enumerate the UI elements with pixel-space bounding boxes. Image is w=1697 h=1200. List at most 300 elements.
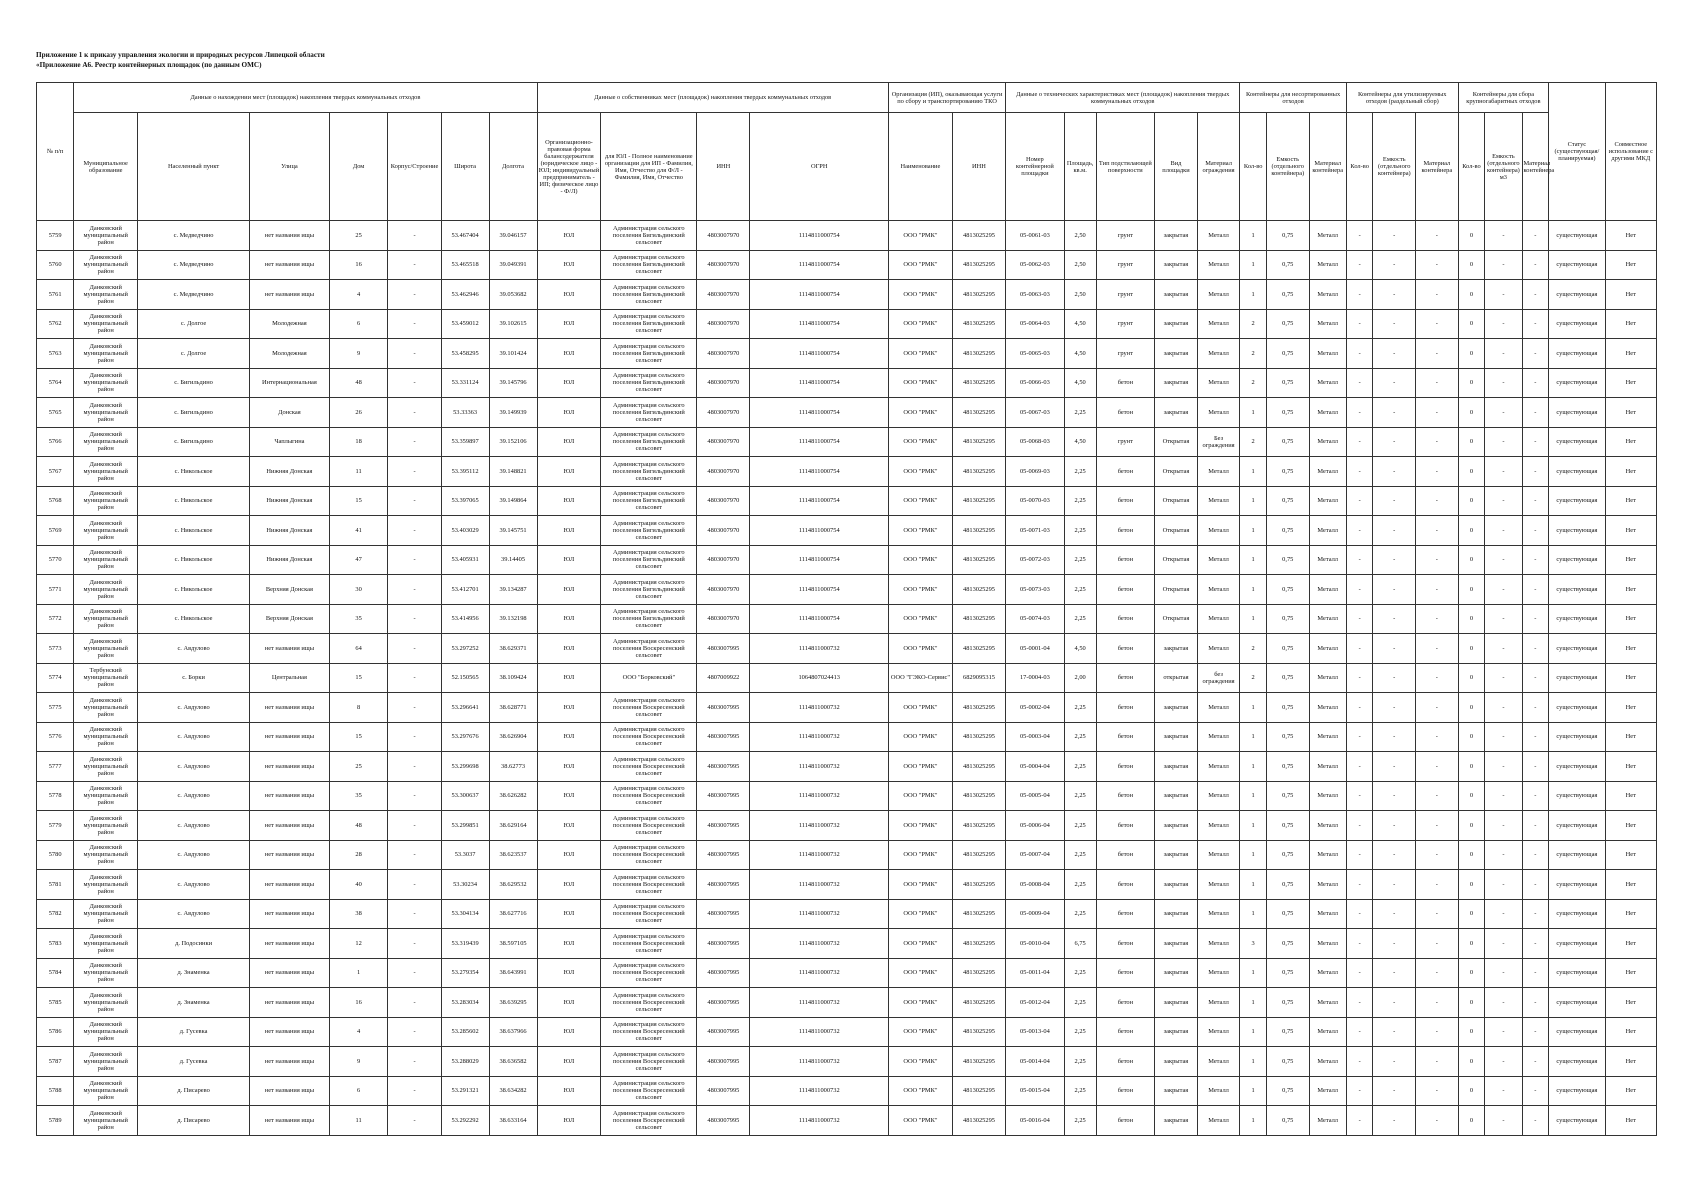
table-cell: Нет [1605,870,1656,900]
table-cell: с. Долгое [138,339,250,369]
table-cell: 39.145796 [489,368,537,398]
table-cell: Администрация сельского поселения Воскресенский сельсовет [601,840,697,870]
table-cell: - [1485,1017,1522,1047]
table-cell: Данковский муниципальный район [74,988,138,1018]
table-cell: 05-0071-03 [1006,516,1065,546]
table-cell: - [1522,280,1549,310]
table-cell: закрытая [1155,988,1198,1018]
table-cell: - [1522,309,1549,339]
table-cell: - [1373,781,1416,811]
table-cell: 5780 [37,840,74,870]
table-cell: 05-0016-04 [1006,1106,1065,1136]
table-cell: Администрация сельского поселения Воскресенский сельсовет [601,958,697,988]
table-cell: 38.634282 [489,1076,537,1106]
table-cell: с. Бигильдино [138,398,250,428]
table-cell: - [1522,486,1549,516]
table-cell: - [1373,575,1416,605]
table-cell: - [388,280,441,310]
table-cell: ООО "Борковский" [601,663,697,693]
table-cell: Нижняя Донская [249,486,329,516]
table-cell: 0,75 [1266,1017,1309,1047]
table-cell: Данковский муниципальный район [74,1047,138,1077]
table-cell: Нет [1605,427,1656,457]
table-cell: 4803007970 [697,516,750,546]
table-row [37,693,1657,723]
table-cell: ООО "РМК" [888,516,952,546]
table-cell: 1114811000754 [750,250,888,280]
table-cell: Нет [1605,1076,1656,1106]
table-cell: закрытая [1155,840,1198,870]
table-cell: 4803007995 [697,988,750,1018]
col-lat: Широта [441,113,489,221]
table-cell: 53.412701 [441,575,489,605]
table-cell: - [1373,604,1416,634]
table-cell: 0,75 [1266,840,1309,870]
table-cell: Нет [1605,486,1656,516]
table-cell: 38.62773 [489,752,537,782]
table-cell: 4803007970 [697,250,750,280]
table-cell: 2,25 [1064,545,1096,575]
table-cell: бетон [1096,1047,1155,1077]
table-cell: 4813025295 [952,1017,1005,1047]
table-cell: - [1522,516,1549,546]
table-cell: Нет [1605,1047,1656,1077]
table-cell: - [388,368,441,398]
table-cell: Металл [1197,457,1240,487]
table-cell: - [388,516,441,546]
table-cell: грунт [1096,280,1155,310]
col-owner-name: для ЮЛ - Полное наименование организации для ИП - Фамилия, Имя, Отчество для Ф/Л - Фамилия, Имя, Отчество [601,113,697,221]
table-cell: ЮЛ [537,752,601,782]
table-cell: нет названия ищы [249,752,329,782]
table-cell: Нет [1605,1106,1656,1136]
table-cell: - [1346,811,1373,841]
table-cell: 4813025295 [952,398,1005,428]
table-cell: 0 [1458,339,1485,369]
table-cell: 5788 [37,1076,74,1106]
table-cell: Администрация сельского поселения Бигильдинский сельсовет [601,280,697,310]
table-cell: - [1346,929,1373,959]
table-cell: - [388,958,441,988]
table-cell: 0 [1458,398,1485,428]
table-cell: существующая [1549,221,1605,251]
table-cell: существующая [1549,457,1605,487]
table-cell: Металл [1197,811,1240,841]
col-inn: ИНН [697,113,750,221]
table-cell: с. Авдулово [138,811,250,841]
table-cell: ЮЛ [537,250,601,280]
table-cell: 1114811000754 [750,575,888,605]
col-material-bulky: Материал контейнера [1522,113,1549,221]
table-cell: Металл [1197,398,1240,428]
table-cell: 4813025295 [952,250,1005,280]
table-cell: - [1416,250,1459,280]
table-cell: с. Авдулово [138,634,250,664]
table-cell: 53.299698 [441,752,489,782]
table-cell: 2,25 [1064,752,1096,782]
table-cell: Металл [1309,545,1346,575]
table-cell: нет названия ищы [249,899,329,929]
table-cell: - [388,870,441,900]
table-cell: ЮЛ [537,1076,601,1106]
table-cell: бетон [1096,752,1155,782]
table-cell: 1 [1240,958,1267,988]
table-cell: Данковский муниципальный район [74,545,138,575]
table-cell: ООО "РМК" [888,221,952,251]
table-cell: ООО "РМК" [888,250,952,280]
table-cell: 53.467404 [441,221,489,251]
table-cell: 53.30234 [441,870,489,900]
table-cell: бетон [1096,663,1155,693]
table-row [37,1106,1657,1136]
table-cell: 25 [329,221,388,251]
table-cell: 05-0008-04 [1006,870,1065,900]
table-cell: нет названия ищы [249,1017,329,1047]
table-cell: 0,75 [1266,250,1309,280]
table-cell: бетон [1096,368,1155,398]
table-cell: Нет [1605,929,1656,959]
table-cell: 2 [1240,663,1267,693]
table-cell: 39.14405 [489,545,537,575]
table-cell: ЮЛ [537,516,601,546]
table-cell: с. Никольское [138,516,250,546]
table-cell: Данковский муниципальный район [74,604,138,634]
table-cell: бетон [1096,575,1155,605]
table-cell: 0,75 [1266,634,1309,664]
table-cell: 4803007995 [697,1106,750,1136]
table-cell: - [1373,486,1416,516]
table-cell: - [1416,752,1459,782]
table-cell: существующая [1549,929,1605,959]
table-cell: 1114811000732 [750,722,888,752]
table-cell: существующая [1549,663,1605,693]
table-cell: 4813025295 [952,368,1005,398]
table-cell: существующая [1549,988,1605,1018]
table-cell: бетон [1096,1017,1155,1047]
table-row [37,339,1657,369]
table-cell: - [1346,840,1373,870]
table-cell: 38.636582 [489,1047,537,1077]
table-cell: - [1346,250,1373,280]
table-cell: 5789 [37,1106,74,1136]
table-cell: существующая [1549,545,1605,575]
table-cell: существующая [1549,840,1605,870]
table-cell: - [1416,221,1459,251]
table-cell: закрытая [1155,339,1198,369]
table-cell: ЮЛ [537,486,601,516]
table-cell: ООО "РМК" [888,457,952,487]
table-cell: бетон [1096,516,1155,546]
table-cell: ЮЛ [537,634,601,664]
table-cell: Металл [1309,899,1346,929]
table-cell: существующая [1549,811,1605,841]
table-cell: - [1373,545,1416,575]
table-cell: 5786 [37,1017,74,1047]
table-cell: Металл [1197,752,1240,782]
col-street: Улица [249,113,329,221]
table-cell: 0,75 [1266,339,1309,369]
table-cell: - [1485,1047,1522,1077]
table-cell: 1 [1240,1017,1267,1047]
table-cell: бетон [1096,840,1155,870]
table-cell: - [1485,811,1522,841]
table-cell: бетон [1096,693,1155,723]
table-cell: - [1522,221,1549,251]
table-cell: бетон [1096,457,1155,487]
table-cell: - [1346,722,1373,752]
table-cell: ЮЛ [537,781,601,811]
table-cell: - [1485,457,1522,487]
table-row [37,899,1657,929]
table-cell: Металл [1309,398,1346,428]
table-cell: 53.331124 [441,368,489,398]
table-cell: Данковский муниципальный район [74,811,138,841]
table-cell: ООО "РМК" [888,486,952,516]
table-cell: 0,75 [1266,280,1309,310]
table-cell: 1 [1240,988,1267,1018]
table-cell: Данковский муниципальный район [74,899,138,929]
table-cell: 1 [1240,781,1267,811]
table-cell: Данковский муниципальный район [74,457,138,487]
table-cell: 1 [1240,457,1267,487]
table-cell: 5763 [37,339,74,369]
table-cell: 2 [1240,634,1267,664]
table-cell: 39.149939 [489,398,537,428]
table-cell: 1 [329,958,388,988]
table-cell: 1 [1240,693,1267,723]
table-cell: 0 [1458,516,1485,546]
table-cell: - [1373,811,1416,841]
col-volume-bulky: Емкость (отдельного контейнера) м3 [1485,113,1522,221]
table-cell: - [1373,368,1416,398]
table-cell: существующая [1549,368,1605,398]
table-cell: - [1485,1076,1522,1106]
table-cell: Открытая [1155,516,1198,546]
table-cell: 1114811000732 [750,988,888,1018]
table-cell: 4813025295 [952,840,1005,870]
table-cell: Металл [1197,309,1240,339]
table-cell: 15 [329,663,388,693]
table-cell: существующая [1549,309,1605,339]
table-cell: ООО "РМК" [888,604,952,634]
table-cell: Нет [1605,309,1656,339]
table-cell: 2,50 [1064,221,1096,251]
table-cell: 2,25 [1064,958,1096,988]
col-org-form: Организационно-правовая форма балансодержателя (юридическое лицо - ЮЛ; индивидуальный предприниматель - ИП; физическое лицо - Ф/Л) [537,113,601,221]
table-cell: 53.279354 [441,958,489,988]
col-settlement: Населенный пункт [138,113,250,221]
table-cell: Данковский муниципальный район [74,1106,138,1136]
table-cell: грунт [1096,339,1155,369]
table-cell: 48 [329,368,388,398]
table-cell: ЮЛ [537,545,601,575]
table-cell: - [1346,693,1373,723]
table-cell: - [1485,221,1522,251]
table-cell: 4803007970 [697,545,750,575]
table-cell: 05-0013-04 [1006,1017,1065,1047]
table-cell: ООО "РМК" [888,427,952,457]
table-cell: Нет [1605,280,1656,310]
table-cell: 25 [329,752,388,782]
table-cell: Открытая [1155,575,1198,605]
table-cell: бетон [1096,604,1155,634]
table-cell: Металл [1309,634,1346,664]
table-cell: бетон [1096,811,1155,841]
table-cell: 4803007995 [697,634,750,664]
table-cell: Данковский муниципальный район [74,221,138,251]
table-cell: Администрация сельского поселения Воскресенский сельсовет [601,899,697,929]
table-cell: 4813025295 [952,781,1005,811]
table-cell: - [1373,988,1416,1018]
table-cell: - [1522,604,1549,634]
col-ogrn: ОГРН [750,113,888,221]
table-cell: существующая [1549,339,1605,369]
table-cell: - [1522,575,1549,605]
table-cell: 41 [329,516,388,546]
table-cell: - [1373,693,1416,723]
table-cell: 5771 [37,575,74,605]
table-cell: - [1522,958,1549,988]
table-cell: Металл [1309,1017,1346,1047]
table-cell: д. Гусевка [138,1017,250,1047]
table-cell: 2,25 [1064,575,1096,605]
table-cell: с. Никольское [138,575,250,605]
table-cell: - [1485,870,1522,900]
table-cell: 1114811000732 [750,958,888,988]
table-cell: 38.623537 [489,840,537,870]
table-cell: Данковский муниципальный район [74,427,138,457]
table-row [37,929,1657,959]
table-cell: 1114811000754 [750,545,888,575]
table-cell: 35 [329,781,388,811]
table-cell: существующая [1549,604,1605,634]
table-cell: - [1485,693,1522,723]
table-cell: 2 [1240,309,1267,339]
table-cell: ООО "РМК" [888,693,952,723]
table-body [37,221,1657,1136]
table-cell: 0,75 [1266,1076,1309,1106]
table-cell: Администрация сельского поселения Воскресенский сельсовет [601,752,697,782]
table-cell: 4803007970 [697,457,750,487]
table-cell: - [1346,1076,1373,1106]
table-cell: 5777 [37,752,74,782]
table-cell: 4813025295 [952,221,1005,251]
table-cell: Нет [1605,811,1656,841]
table-cell: 4,50 [1064,339,1096,369]
table-cell: 1114811000732 [750,1047,888,1077]
table-cell: Открытая [1155,486,1198,516]
table-cell: - [1416,516,1459,546]
table-cell: бетон [1096,958,1155,988]
table-cell: 5783 [37,929,74,959]
table-cell: Металл [1197,575,1240,605]
table-cell: ООО "РМК" [888,899,952,929]
table-row [37,604,1657,634]
table-cell: ООО "РМК" [888,280,952,310]
table-cell: существующая [1549,250,1605,280]
table-cell: - [388,339,441,369]
table-cell: с. Медведчино [138,280,250,310]
table-cell: 17-0004-03 [1006,663,1065,693]
table-cell: 5765 [37,398,74,428]
table-cell: 39.152106 [489,427,537,457]
table-cell: 38 [329,899,388,929]
table-cell: закрытая [1155,722,1198,752]
table-cell: 4803007995 [697,781,750,811]
table-cell: - [388,398,441,428]
table-cell: 15 [329,486,388,516]
table-cell: 05-0004-04 [1006,752,1065,782]
table-cell: 05-0072-03 [1006,545,1065,575]
table-cell: 5781 [37,870,74,900]
table-cell: 0,75 [1266,958,1309,988]
table-cell: - [1346,280,1373,310]
table-cell: Администрация сельского поселения Бигильдинский сельсовет [601,486,697,516]
table-cell: Чаплыгина [249,427,329,457]
table-cell: 05-0011-04 [1006,958,1065,988]
table-cell: 0 [1458,486,1485,516]
table-cell: закрытая [1155,280,1198,310]
table-cell: Металл [1197,870,1240,900]
table-cell: 5774 [37,663,74,693]
table-cell: 2 [1240,427,1267,457]
table-cell: ЮЛ [537,398,601,428]
table-cell: 8 [329,693,388,723]
table-cell: Молодежная [249,309,329,339]
table-cell: 53.304134 [441,899,489,929]
table-cell: - [388,1076,441,1106]
table-cell: - [1522,693,1549,723]
table-cell: Администрация сельского поселения Воскресенский сельсовет [601,870,697,900]
table-cell: 2,25 [1064,870,1096,900]
col-qty-bulky: Кол-во [1458,113,1485,221]
table-cell: 1114811000732 [750,899,888,929]
table-cell: 05-0007-04 [1006,840,1065,870]
table-cell: - [388,663,441,693]
table-cell: с. Авдулово [138,722,250,752]
table-cell: 0,75 [1266,427,1309,457]
table-cell: 5778 [37,781,74,811]
table-cell: Металл [1309,1047,1346,1077]
table-cell: бетон [1096,781,1155,811]
table-cell: 39.049391 [489,250,537,280]
table-cell: Администрация сельского поселения Бигильдинский сельсовет [601,221,697,251]
table-cell: ЮЛ [537,280,601,310]
table-cell: - [1522,663,1549,693]
table-cell: 53.288029 [441,1047,489,1077]
table-cell: - [1346,634,1373,664]
col-site-type: Вид площадки [1155,113,1198,221]
col-building: Корпус/Строение [388,113,441,221]
table-cell: 2,25 [1064,516,1096,546]
table-cell: - [1416,1017,1459,1047]
table-cell: 53.462946 [441,280,489,310]
table-row [37,811,1657,841]
group-recyclable: Контейнеры для утилизируемых отходов (раздельный сбор) [1346,83,1458,113]
table-cell: - [1485,309,1522,339]
table-cell: 18 [329,427,388,457]
table-cell: 53.296641 [441,693,489,723]
table-cell: - [1416,575,1459,605]
table-cell: Данковский муниципальный район [74,722,138,752]
table-cell: 4 [329,280,388,310]
table-cell: Без ограждения [1197,427,1240,457]
table-cell: 4803007995 [697,958,750,988]
table-cell: Администрация сельского поселения Бигильдинский сельсовет [601,339,697,369]
table-cell: 5782 [37,899,74,929]
table-cell: ЮЛ [537,604,601,634]
table-cell: 39.145751 [489,516,537,546]
